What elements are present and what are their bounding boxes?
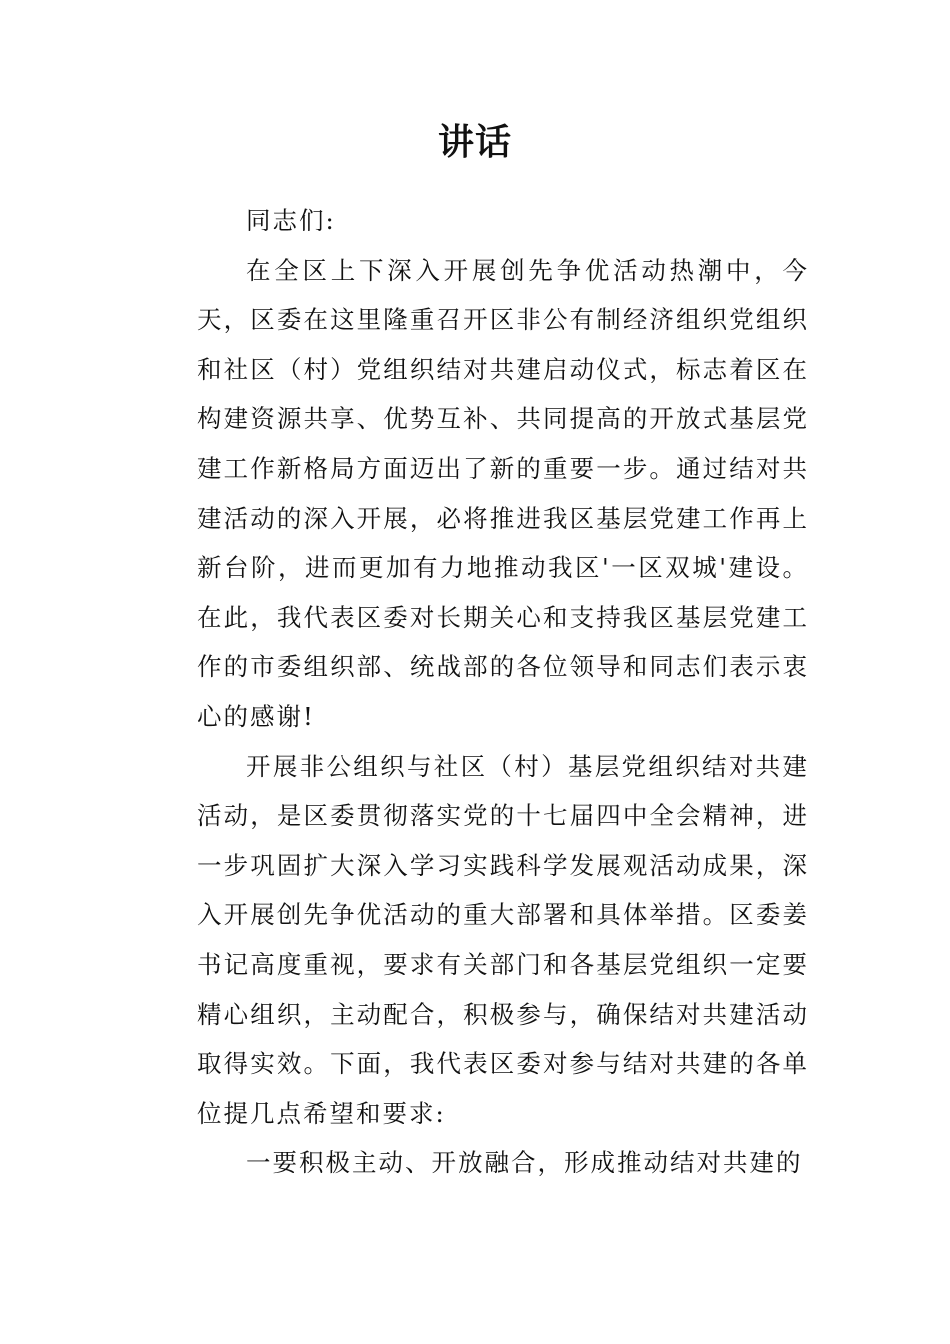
paragraph-3: 一要积极主动、开放融合，形成推动结对共建的 — [246, 1148, 803, 1178]
paragraph-2: 开展非公组织与社区（村）基层党组织结对共建活动，是区委贯彻落实党的十七届四中全会精神，进一步巩固扩大深入学习实践科学发展观活动成果，深入开展创先争优活动的重大部署和具体举措。区委姜书记高度重视，要求有关部门和各基层党组织一定要精心组织，主动配合，积极参与，确保结对共建活动取得实效。下面，我代表区委对参与结对共建的各单位提几点希望和要求: — [197, 751, 809, 1128]
paragraph-1: 在全区上下深入开展创先争优活动热潮中，今天，区委在这里隆重召开区非公有制经济组织党组织和社区（村）党组织结对共建启动仪式，标志着区在构建资源共享、优势互补、共同提高的开放式基层党建工作新格局方面迈出了新的重要一步。通过结对共建活动的深入开展，必将推进我区基层党建工作再上新台阶，进而更加有力地推动我区'一区双城'建设。在此，我代表区委对长期关心和支持我区基层党建工作的市委组织部、统战部的各位领导和同志们表示衷心的感谢! — [197, 255, 809, 731]
greeting: 同志们: — [246, 206, 336, 235]
document-body — [197, 196, 809, 1188]
document-title: 讲话 — [437, 122, 512, 163]
